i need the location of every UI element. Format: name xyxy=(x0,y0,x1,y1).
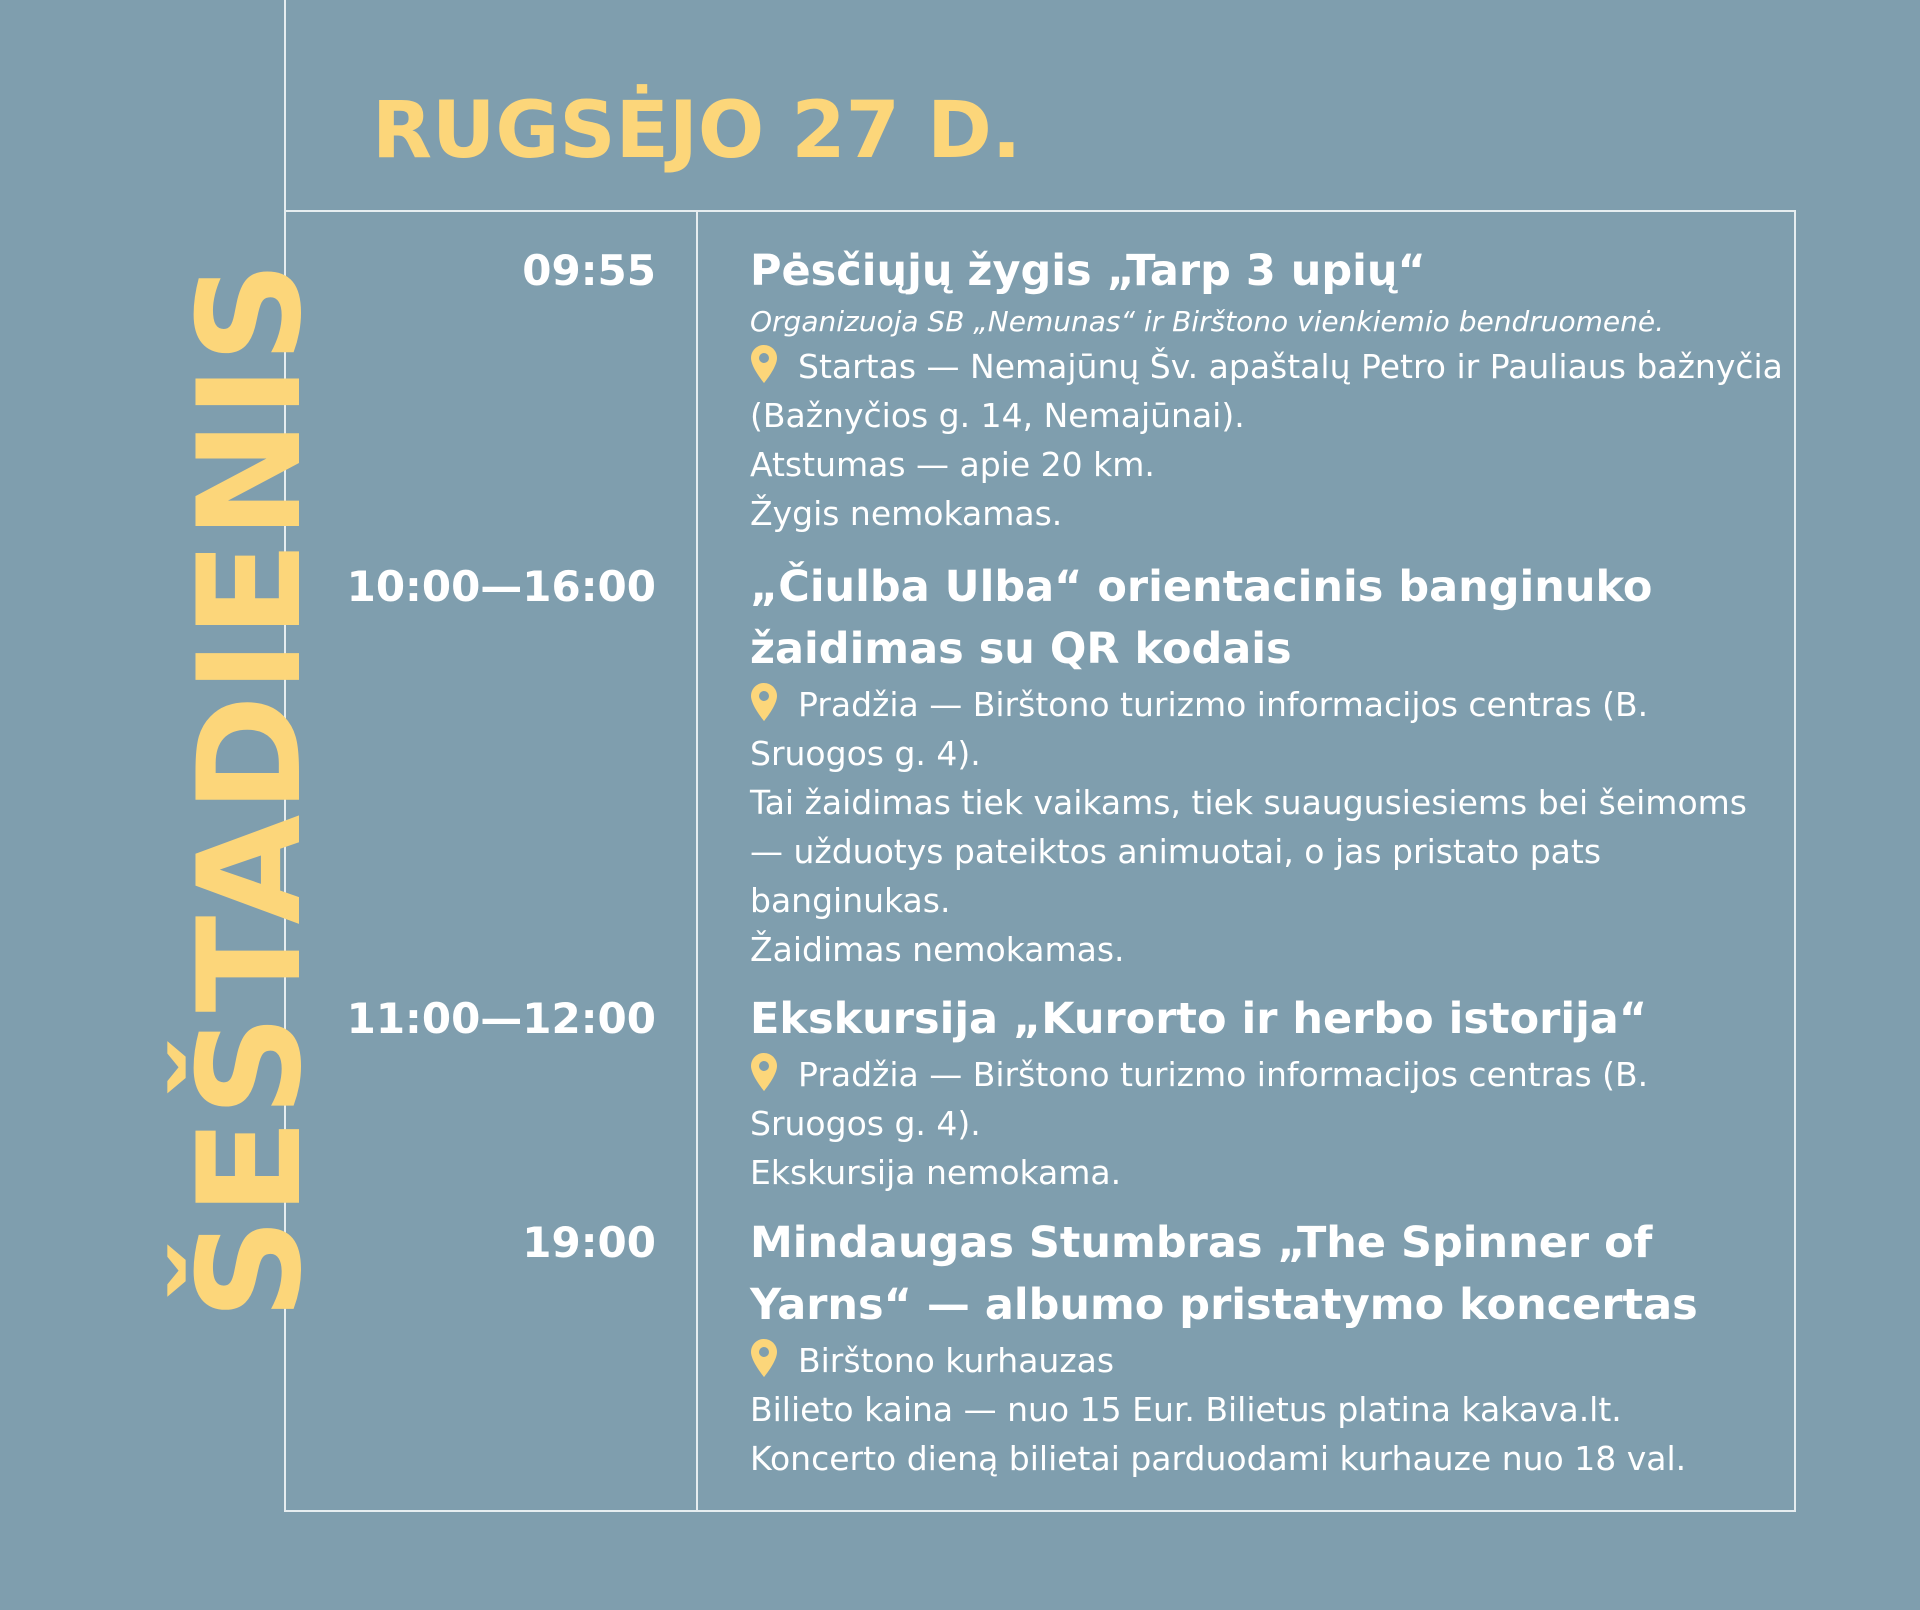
day-name: ŠEŠTADIENIS xyxy=(168,259,333,1320)
location-pin-icon xyxy=(750,1052,778,1092)
event-time: 09:55 xyxy=(522,246,656,295)
event-location xyxy=(750,680,1750,778)
event-detail: Atstumas — apie 20 km. xyxy=(750,445,1155,484)
event-content xyxy=(750,1212,1790,1483)
event-content xyxy=(750,556,1750,974)
event-detail: Žaidimas nemokamas. xyxy=(750,930,1125,969)
event-detail: Koncerto dieną bilietai parduodami kurhauze nuo 18 val. xyxy=(750,1439,1687,1478)
event-time: 11:00—12:00 xyxy=(346,994,656,1043)
event-title: Mindaugas Stumbras „The Spinner of Yarns“ — albumo pristatymo koncertas xyxy=(750,1218,1698,1330)
location-pin-icon xyxy=(750,1338,778,1378)
event-time: 19:00 xyxy=(522,1218,656,1267)
event-location xyxy=(750,1336,1790,1385)
event-location xyxy=(750,1050,1750,1148)
event-content xyxy=(750,240,1790,538)
column-divider-line xyxy=(696,210,698,1512)
event-detail: Ekskursija nemokama. xyxy=(750,1153,1122,1192)
event-location xyxy=(750,342,1790,440)
event-title: Pėsčiųjų žygis „Tarp 3 upių“ xyxy=(750,246,1426,296)
location-text: Birštono kurhauzas xyxy=(798,1341,1115,1380)
event-title: Ekskursija „Kurorto ir herbo istorija“ xyxy=(750,994,1648,1044)
frame-top-line xyxy=(284,210,1796,212)
frame-bottom-line xyxy=(284,1510,1796,1512)
event-detail: Bilieto kaina — nuo 15 Eur. Bilietus platina kakava.lt. xyxy=(750,1390,1622,1429)
date-heading: RUGSĖJO 27 D. xyxy=(372,86,1022,176)
event-organizer: Organizuoja SB „Nemunas“ ir Birštono vienkiemio bendruomenė. xyxy=(750,305,1664,338)
event-content xyxy=(750,988,1750,1197)
location-text: Pradžia — Birštono turizmo informacijos centras (B. Sruogos g. 4). xyxy=(750,1055,1649,1143)
event-detail: Tai žaidimas tiek vaikams, tiek suaugusiesiems bei šeimoms — užduotys pateiktos animuotai, o jas pristato pats banginukas. xyxy=(750,783,1747,920)
event-title: „Čiulba Ulba“ orientacinis banginuko žaidimas su QR kodais xyxy=(750,562,1653,674)
location-pin-icon xyxy=(750,682,778,722)
event-detail: Žygis nemokamas. xyxy=(750,494,1063,533)
location-text: Pradžia — Birštono turizmo informacijos centras (B. Sruogos g. 4). xyxy=(750,685,1649,773)
location-text: Startas — Nemajūnų Šv. apaštalų Petro ir Pauliaus bažnyčia (Bažnyčios g. 14, Nemajūnai). xyxy=(750,347,1783,435)
event-time: 10:00—16:00 xyxy=(346,562,656,611)
frame-right-line xyxy=(1794,210,1796,1512)
location-pin-icon xyxy=(750,344,778,384)
